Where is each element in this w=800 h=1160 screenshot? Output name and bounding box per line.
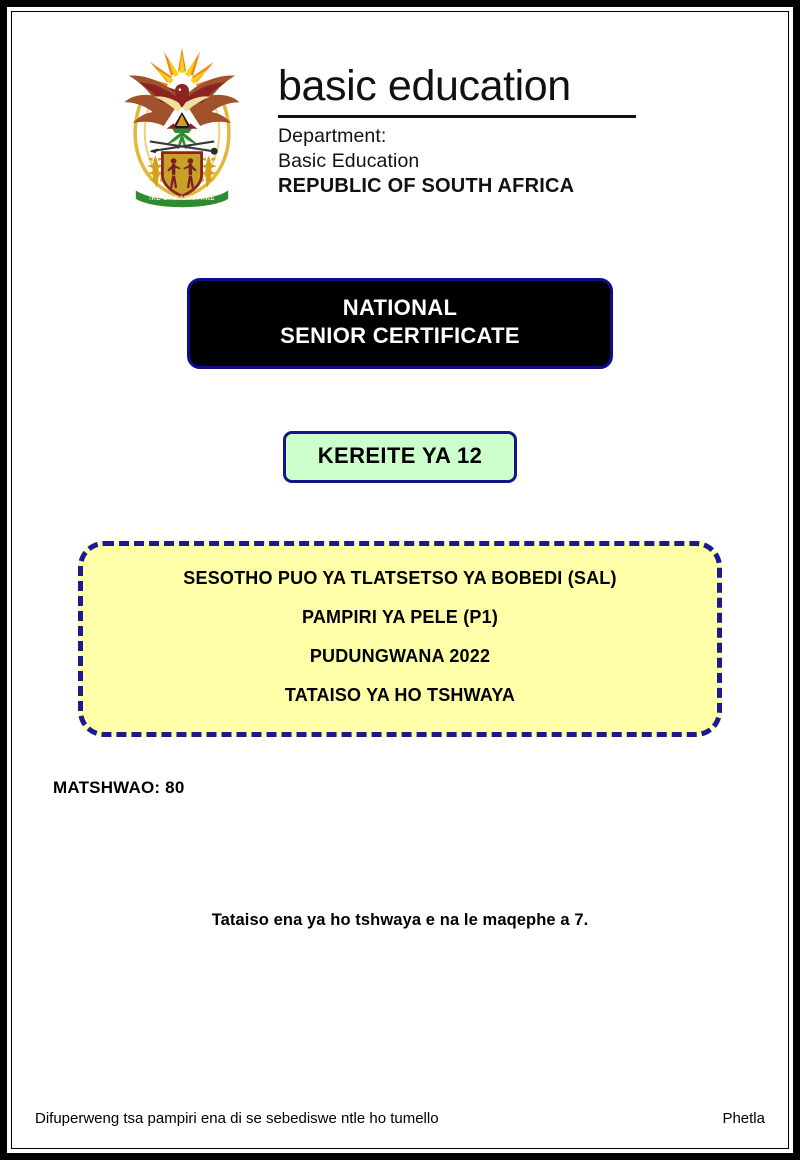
footer-turn-over: Phetla [722,1110,765,1127]
department-branding [278,35,636,200]
coat-of-arms-motto-text: !KE E: /XARRA //KE [148,195,216,203]
grade-badge [283,431,518,483]
subject-name: SESOTHO PUO YA TLATSETSO YA BOBEDI (SAL) [183,568,617,589]
grade-label: KEREITE YA 12 [317,443,483,469]
department-label: Department: [278,125,387,147]
certificate-banner-wrap [17,278,783,369]
subject-box [78,541,722,737]
department-name: Basic Education [278,149,420,172]
certificate-line-1: NATIONAL [342,295,458,320]
subject-box-wrap [17,541,783,737]
brand-title: basic education [278,62,571,110]
page-footer [35,1110,765,1127]
page-content [17,17,783,1143]
certificate-line-2: SENIOR CERTIFICATE [280,323,520,349]
south-african-coat-of-arms-icon [112,35,252,210]
brand-divider [278,115,636,118]
document-header [17,17,783,210]
exam-session: PUDUNGWANA 2022 [309,646,491,667]
country-line: REPUBLIC OF SOUTH AFRICA [278,174,575,197]
paper-number: PAMPIRI YA PELE (P1) [301,607,499,628]
document-kind: TATAISO YA HO TSHWAYA [284,685,516,706]
footer-copyright: Difuperweng tsa pampiri ena di se sebediswe ntle ho tumello [35,1110,439,1127]
total-marks: MATSHWAO: 80 [53,778,185,798]
grade-badge-wrap [17,431,783,483]
page-count-note: Tataiso ena ya ho tshwaya e na le maqephe a 7. [211,911,589,930]
certificate-banner [187,278,613,369]
